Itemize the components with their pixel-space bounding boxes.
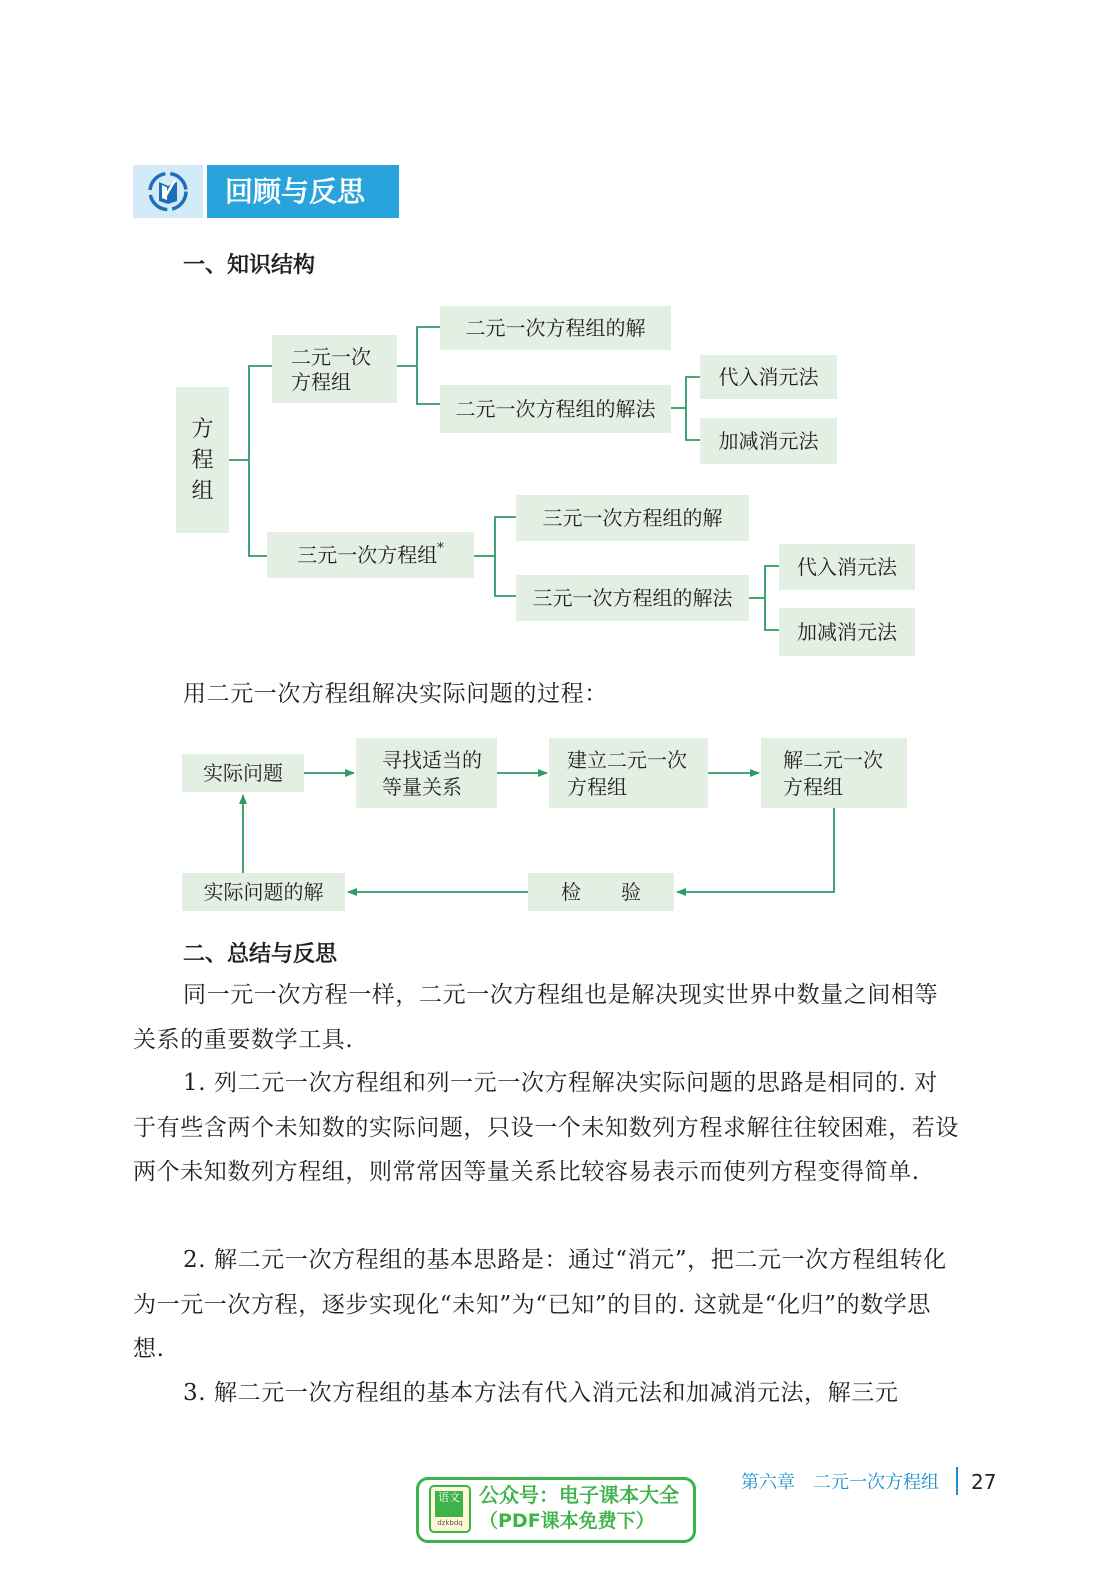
section-title: 回顾与反思 xyxy=(225,175,366,208)
process-step-check: 检 验 xyxy=(528,873,674,911)
summary-paragraph-3: 3. 解二元一次方程组的基本方法有代入消元法和加减消元法，解三元 xyxy=(183,1380,899,1406)
tree-branch2-method: 三元一次方程组的解法 xyxy=(516,575,749,621)
summary-paragraph-intro: 同一元一次方程一样，二元一次方程组也是解决现实世界中数量之间相等关系的重要数学工具. xyxy=(133,982,939,1053)
process-step-real-problem: 实际问题 xyxy=(182,754,304,792)
optional-mark: * xyxy=(437,541,444,556)
chapter-label: 第六章 二元一次方程组 xyxy=(741,1472,939,1493)
process-intro: 用二元一次方程组解决实际问题的过程： xyxy=(183,681,608,707)
watermark-badge-icon: 语文 dzkbdq xyxy=(429,1485,471,1533)
tree-branch2-title: 三元一次方程组 * xyxy=(267,532,474,578)
tree-branch1-title: 二元一次 方程组 xyxy=(272,335,397,403)
summary-paragraph-2: 2. 解二元一次方程组的基本思路是：通过“消元”，把二元一次方程组转化为一元一次方程，逐步实现化“未知”为“已知”的目的. 这就是“化归”的数学思想. xyxy=(133,1247,947,1362)
watermark-line-2: （PDF课本免费下） xyxy=(479,1510,655,1532)
knowledge-structure-heading: 一、知识结构 xyxy=(183,253,316,278)
tree-branch1-method: 二元一次方程组的解法 xyxy=(440,385,671,433)
summary-heading: 二、总结与反思 xyxy=(183,942,338,967)
tree-branch2-method-substitution: 代入消元法 xyxy=(779,544,915,590)
watermark-line-1: 公众号：电子课本大全 xyxy=(479,1483,679,1507)
tree-branch2-method-addition: 加减消元法 xyxy=(779,608,915,656)
footer-divider xyxy=(956,1467,958,1495)
watermark-stamp xyxy=(416,1477,696,1543)
tree-branch1-method-addition: 加减消元法 xyxy=(700,418,837,464)
process-step-build-system: 建立二元一次 方程组 xyxy=(549,738,708,808)
summary-paragraph-1: 1. 列二元一次方程组和列一元一次方程解决实际问题的思路是相同的. 对于有些含两个未知数的实际问题，只设一个未知数列方程求解往往较困难，若设两个未知数列方程组，则常常因等量关系比较容易表示而使列方程变得简单. xyxy=(133,1070,959,1185)
page-number: 27 xyxy=(971,1470,997,1494)
tree-branch2-solution: 三元一次方程组的解 xyxy=(516,495,749,541)
tree-branch1-solution: 二元一次方程组的解 xyxy=(440,306,671,350)
process-step-solution: 实际问题的解 xyxy=(182,873,345,911)
tree-branch1-method-substitution: 代入消元法 xyxy=(700,355,837,399)
process-step-find-relation: 寻找适当的 等量关系 xyxy=(356,738,497,808)
tree-root: 方程组 xyxy=(176,387,229,533)
process-step-solve-system: 解二元一次 方程组 xyxy=(761,738,907,808)
